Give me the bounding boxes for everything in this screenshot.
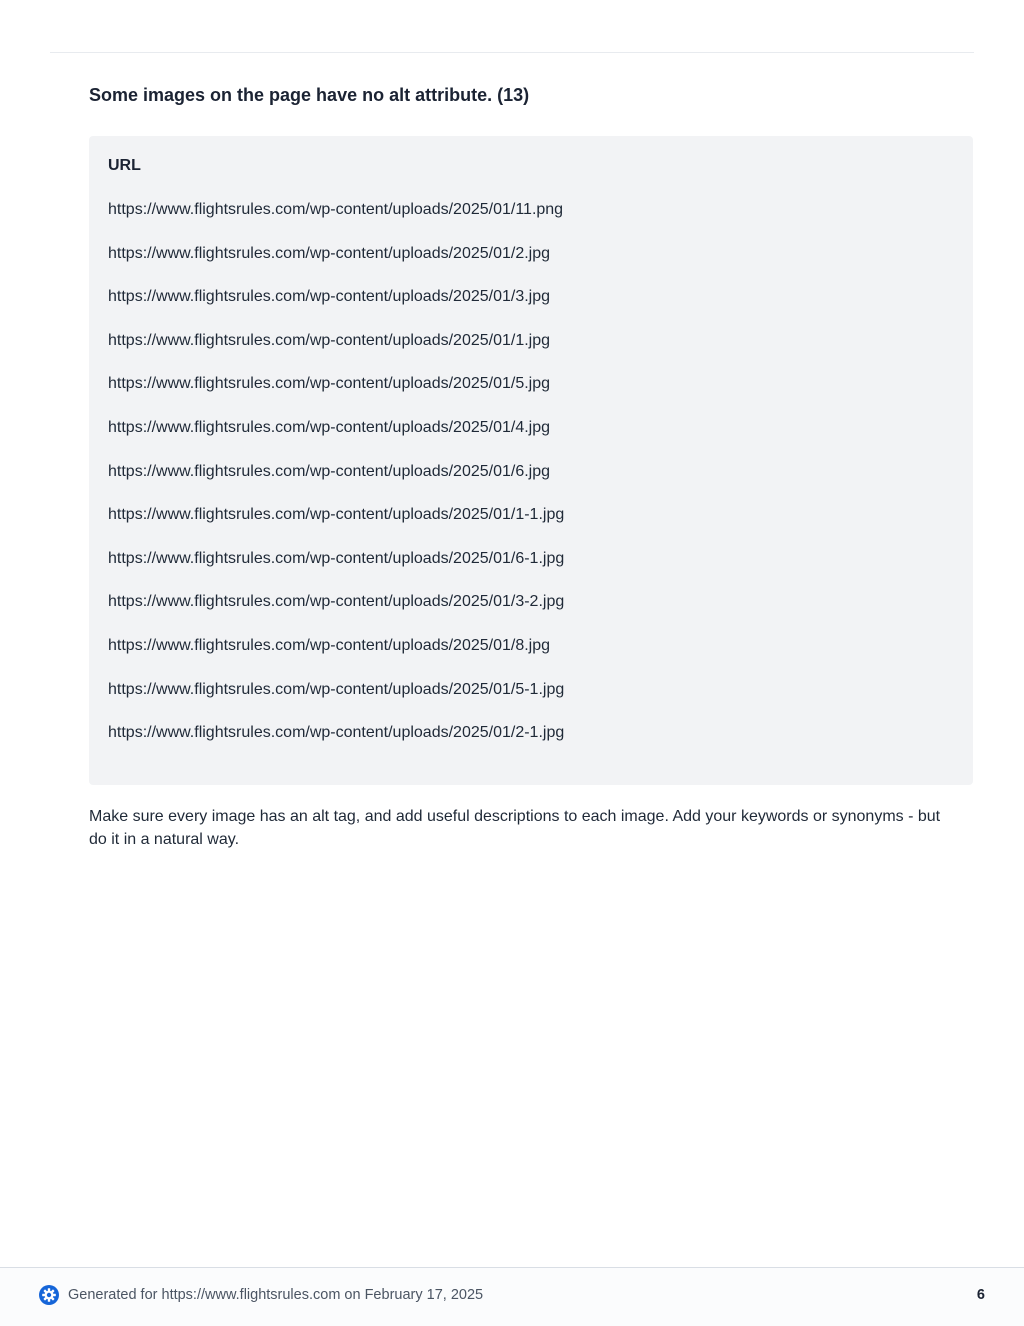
- url-row: https://www.flightsrules.com/wp-content/uploads/2025/01/2.jpg: [108, 244, 551, 262]
- url-row: https://www.flightsrules.com/wp-content/uploads/2025/01/3-2.jpg: [108, 593, 565, 611]
- url-row: https://www.flightsrules.com/wp-content/uploads/2025/01/6.jpg: [108, 462, 551, 480]
- url-row: https://www.flightsrules.com/wp-content/uploads/2025/01/3.jpg: [108, 288, 551, 306]
- gear-badge-icon: [39, 1285, 59, 1305]
- url-row: https://www.flightsrules.com/wp-content/uploads/2025/01/5-1.jpg: [108, 680, 565, 698]
- page-footer: [0, 1267, 1024, 1326]
- url-row: https://www.flightsrules.com/wp-content/uploads/2025/01/5.jpg: [108, 375, 551, 393]
- url-table: [89, 136, 973, 785]
- url-row: https://www.flightsrules.com/wp-content/uploads/2025/01/8.jpg: [108, 636, 551, 654]
- url-list: [108, 200, 564, 767]
- url-row: https://www.flightsrules.com/wp-content/uploads/2025/01/1.jpg: [108, 331, 551, 349]
- url-row: https://www.flightsrules.com/wp-content/uploads/2025/01/2-1.jpg: [108, 724, 565, 742]
- url-row: https://www.flightsrules.com/wp-content/uploads/2025/01/6-1.jpg: [108, 549, 565, 567]
- section-heading: Some images on the page have no alt attribute. (13): [89, 85, 530, 105]
- url-row: https://www.flightsrules.com/wp-content/uploads/2025/01/4.jpg: [108, 418, 551, 436]
- advice-text: Make sure every image has an alt tag, and add useful descriptions to each image. Add your keywords or synonyms - but do it in a natural way.: [89, 808, 941, 848]
- page-number: 6: [976, 1287, 985, 1303]
- top-divider: [50, 52, 974, 53]
- url-row: https://www.flightsrules.com/wp-content/uploads/2025/01/11.png: [108, 201, 564, 218]
- generated-for-text: Generated for https://www.flightsrules.com on February 17, 2025: [68, 1287, 484, 1303]
- url-row: https://www.flightsrules.com/wp-content/uploads/2025/01/1-1.jpg: [108, 506, 565, 524]
- url-column-header: URL: [108, 157, 141, 174]
